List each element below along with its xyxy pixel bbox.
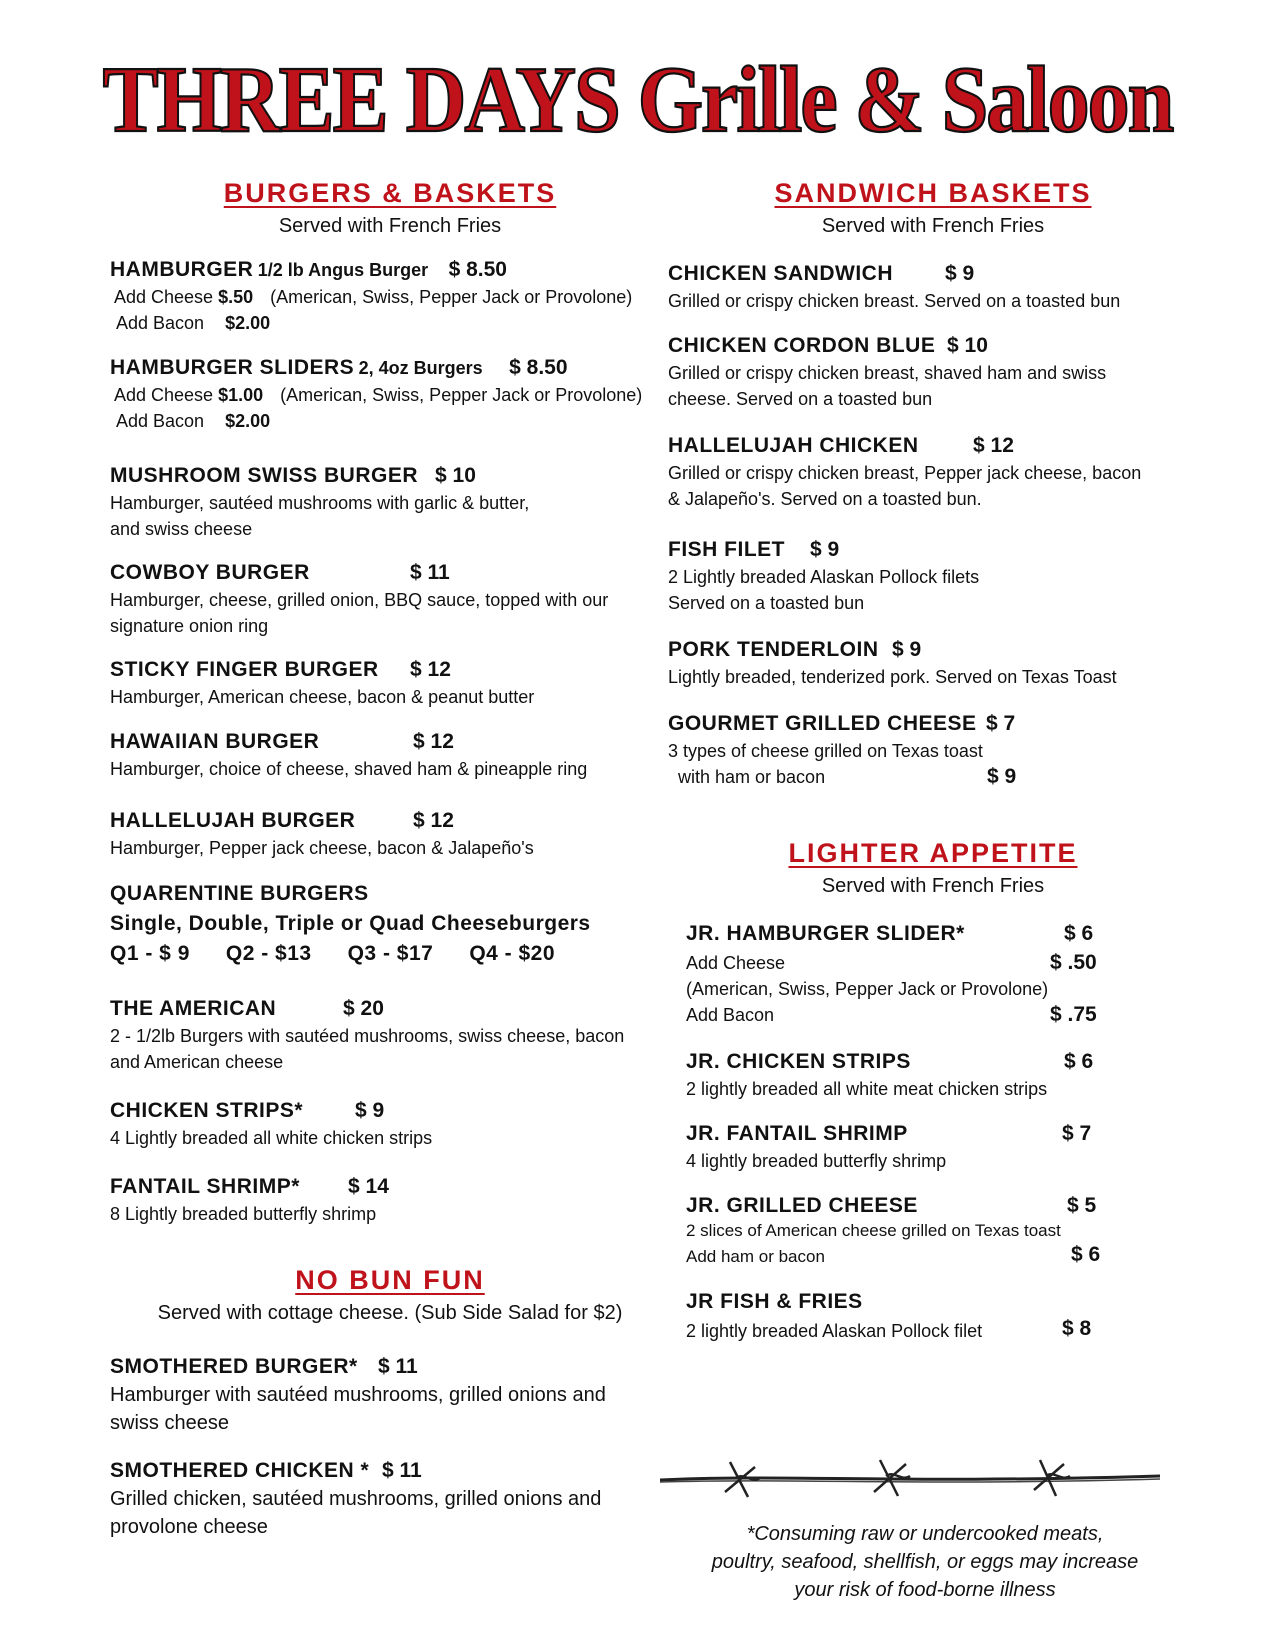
item-price: $ 9 xyxy=(810,538,840,561)
menu-item-jr-slider xyxy=(686,922,1168,1028)
option-price: $.50 xyxy=(218,287,254,307)
menu-item-chicken-strips xyxy=(110,1099,670,1151)
item-description: 2 - 1/2lb Burgers with sautéed mushrooms, swiss cheese, bacon and American cheese xyxy=(110,1026,625,1072)
item-name: HALLELUJAH CHICKEN xyxy=(668,434,919,457)
cheese-types: (American, Swiss, Pepper Jack or Provolone) xyxy=(686,979,1049,999)
option-price: $ 6 xyxy=(1071,1243,1101,1266)
option-price: $ 9 xyxy=(987,765,1017,788)
option-label: Add Cheese xyxy=(686,953,786,973)
item-description: 4 lightly breaded butterfly shrimp xyxy=(686,1151,947,1171)
item-name: FANTAIL SHRIMP* xyxy=(110,1175,300,1198)
item-name: THE AMERICAN xyxy=(110,997,277,1020)
cheese-option xyxy=(686,950,1168,976)
option-price: $1.00 xyxy=(218,385,264,405)
menu-item-jr-fish xyxy=(686,1290,1168,1344)
price-q3: Q3 - $17 xyxy=(347,942,434,965)
item-description: Hamburger with sautéed mushrooms, grilled onions and swiss cheese xyxy=(110,1384,606,1434)
lighter-subheading: Served with French Fries xyxy=(821,875,1045,897)
item-price: $ 10 xyxy=(435,464,476,487)
menu-item-hallelujah-chicken xyxy=(668,434,1168,512)
item-name: JR. GRILLED CHEESE xyxy=(686,1194,918,1217)
item-name: HAMBURGER xyxy=(110,258,254,281)
item-description: 8 Lightly breaded butterfly shrimp xyxy=(110,1204,377,1224)
item-price: $ 12 xyxy=(413,730,454,753)
menu-item-chicken-cordon-blue xyxy=(668,334,1168,412)
menu-item-sticky-finger xyxy=(110,658,670,710)
option-label: Add Bacon xyxy=(116,411,205,431)
option-price: $2.00 xyxy=(225,313,271,333)
item-price: $ 12 xyxy=(410,658,451,681)
menu-item-gourmet-grilled-cheese xyxy=(668,712,1168,794)
item-description: 3 types of cheese grilled on Texas toast xyxy=(668,741,983,761)
item-name: CHICKEN SANDWICH xyxy=(668,262,893,285)
menu-item-fantail-shrimp xyxy=(110,1175,670,1227)
item-name: HAMBURGER SLIDERS xyxy=(110,356,355,379)
option-label: Add Cheese xyxy=(114,385,214,405)
option-price: $ .75 xyxy=(1050,1003,1097,1026)
menu-item-fish-filet xyxy=(668,538,1168,616)
item-price: $ 14 xyxy=(348,1175,389,1198)
sandwich-heading: SANDWICH BASKETS xyxy=(774,178,1092,208)
item-price: $ 12 xyxy=(413,809,454,832)
item-name: JR. FANTAIL SHRIMP xyxy=(686,1122,908,1145)
price-q2: Q2 - $13 xyxy=(225,942,312,965)
item-description: Lightly breaded, tenderized pork. Served on Texas Toast xyxy=(668,667,1117,687)
item-name: GOURMET GRILLED CHEESE xyxy=(668,712,977,735)
item-price: $ 12 xyxy=(973,434,1014,457)
bacon-option xyxy=(110,310,670,336)
item-price: $ 8.50 xyxy=(509,356,568,379)
menu-item-cowboy xyxy=(110,561,670,636)
addon-option xyxy=(686,1244,1168,1272)
menu-item-quarantine xyxy=(110,879,670,969)
item-price: $ 7 xyxy=(986,712,1016,735)
item-name: SMOTHERED BURGER* xyxy=(110,1355,358,1378)
item-name: COWBOY BURGER xyxy=(110,561,310,584)
bacon-option xyxy=(686,1002,1168,1028)
burgers-subheading: Served with French Fries xyxy=(278,215,502,237)
option-price: $2.00 xyxy=(225,411,271,431)
menu-item-pork-tenderloin xyxy=(668,638,1168,690)
menu-item-jr-fantail-shrimp xyxy=(686,1122,1168,1174)
item-name: HAWAIIAN BURGER xyxy=(110,730,320,753)
item-description: Hamburger, sautéed mushrooms with garlic & butter, and swiss cheese xyxy=(110,493,530,539)
nobun-heading: NO BUN FUN xyxy=(295,1265,485,1295)
menu-item-the-american xyxy=(110,997,670,1072)
item-description: Grilled or crispy chicken breast, Pepper jack cheese, bacon & Jalapeño's. Served on a toasted bun. xyxy=(668,463,1142,509)
item-name: HALLELUJAH BURGER xyxy=(110,809,356,832)
item-description: 2 slices of American cheese grilled on Texas toast xyxy=(686,1221,1061,1240)
item-name: PORK TENDERLOIN xyxy=(668,638,879,661)
item-name: JR. CHICKEN STRIPS xyxy=(686,1050,911,1073)
right-column xyxy=(668,178,1168,1344)
option-price: $ .50 xyxy=(1050,951,1097,974)
item-name: STICKY FINGER BURGER xyxy=(110,658,379,681)
item-detail: Single, Double, Triple or Quad Cheeseburgers xyxy=(110,912,591,935)
cheese-types: (American, Swiss, Pepper Jack or Provolone) xyxy=(270,287,633,307)
item-price: $ 8.50 xyxy=(448,258,507,281)
menu-item-jr-grilled-cheese xyxy=(686,1194,1168,1272)
item-description: 4 Lightly breaded all white chicken strips xyxy=(110,1128,433,1148)
item-name: JR FISH & FRIES xyxy=(686,1290,863,1313)
item-price: $ 9 xyxy=(892,638,922,661)
menu-item-hallelujah-burger xyxy=(110,809,670,861)
nobun-subheading: Served with cottage cheese. (Sub Side Salad for $2) xyxy=(157,1302,623,1324)
item-description: 2 lightly breaded all white meat chicken strips xyxy=(686,1079,1048,1099)
item-description: Hamburger, cheese, grilled onion, BBQ sauce, topped with our signature onion ring xyxy=(110,590,609,636)
item-description: 2 lightly breaded Alaskan Pollock filet $ 8 xyxy=(686,1317,1092,1341)
menu-item-mushroom-swiss xyxy=(110,464,670,539)
item-price: $ 10 xyxy=(947,334,988,357)
quarantine-prices xyxy=(110,939,670,969)
menu-item-hawaiian xyxy=(110,730,670,782)
item-price: $ 9 xyxy=(355,1099,385,1122)
bacon-option xyxy=(110,408,670,434)
item-price: $ 8 xyxy=(1062,1317,1092,1340)
food-safety-disclaimer: *Consuming raw or undercooked meats, poultry, seafood, shellfish, or eggs may increase your risk of food-borne illness xyxy=(711,1523,1139,1601)
menu-item-jr-chicken-strips xyxy=(686,1050,1168,1102)
left-column xyxy=(110,178,670,1541)
item-name: FISH FILET xyxy=(668,538,785,561)
item-description: 2 Lightly breaded Alaskan Pollock filets Served on a toasted bun xyxy=(668,567,980,613)
item-description: Hamburger, American cheese, bacon & peanut butter xyxy=(110,687,535,707)
price-q4: Q4 - $20 xyxy=(469,942,556,965)
item-price: $ 20 xyxy=(343,997,384,1020)
item-price: $ 6 xyxy=(1064,922,1094,945)
item-description: Hamburger, Pepper jack cheese, bacon & Jalapeño's xyxy=(110,838,534,858)
lighter-heading: LIGHTER APPETITE xyxy=(788,838,1078,868)
item-detail: 1/2 lb Angus Burger xyxy=(257,260,429,280)
barbed-wire-divider xyxy=(660,1452,1160,1502)
item-price: $ 11 xyxy=(378,1355,418,1378)
restaurant-title: THREE DAYS Grille & Saloon xyxy=(102,48,1173,153)
item-name: JR. HAMBURGER SLIDER* xyxy=(686,922,965,945)
menu-item-sliders xyxy=(110,356,670,434)
item-name: QUARENTINE BURGERS xyxy=(110,882,369,905)
menu-item-smothered-chicken xyxy=(110,1459,670,1541)
item-name: CHICKEN STRIPS* xyxy=(110,1099,304,1122)
option-label: Add ham or bacon xyxy=(686,1247,825,1266)
burgers-heading: BURGERS & BASKETS xyxy=(223,178,557,208)
item-price: $ 6 xyxy=(1064,1050,1094,1073)
item-name: MUSHROOM SWISS BURGER xyxy=(110,464,419,487)
item-price: $ 9 xyxy=(945,262,975,285)
price-q1: Q1 - $ 9 xyxy=(110,942,190,965)
cheese-option xyxy=(110,382,670,408)
item-name: CHICKEN CORDON BLUE xyxy=(668,334,936,357)
option-label: with ham or bacon xyxy=(678,767,826,787)
menu-item-hamburger xyxy=(110,258,670,336)
item-price: $ 7 xyxy=(1062,1122,1092,1145)
sandwich-subheading: Served with French Fries xyxy=(821,215,1045,237)
item-price: $ 11 xyxy=(382,1459,422,1482)
cheese-types: (American, Swiss, Pepper Jack or Provolone) xyxy=(280,385,643,405)
cheese-option xyxy=(110,284,670,310)
menu-item-smothered-burger xyxy=(110,1355,670,1437)
item-name: SMOTHERED CHICKEN * xyxy=(110,1459,370,1482)
item-price: $ 11 xyxy=(410,561,450,584)
item-detail: 2, 4oz Burgers xyxy=(358,358,483,378)
menu-item-chicken-sandwich xyxy=(668,262,1168,314)
item-description: Grilled or crispy chicken breast. Served on a toasted bun xyxy=(668,291,1121,311)
option-label: Add Bacon xyxy=(116,313,205,333)
option-label: Add Cheese xyxy=(114,287,214,307)
option-label: Add Bacon xyxy=(686,1005,775,1025)
item-description: Hamburger, choice of cheese, shaved ham & pineapple ring xyxy=(110,759,588,779)
item-price: $ 5 xyxy=(1067,1194,1097,1217)
addon-option xyxy=(668,764,1168,794)
item-description: Grilled chicken, sautéed mushrooms, grilled onions and provolone cheese xyxy=(110,1488,602,1538)
item-description: Grilled or crispy chicken breast, shaved ham and swiss cheese. Served on a toasted bun xyxy=(668,363,1107,409)
